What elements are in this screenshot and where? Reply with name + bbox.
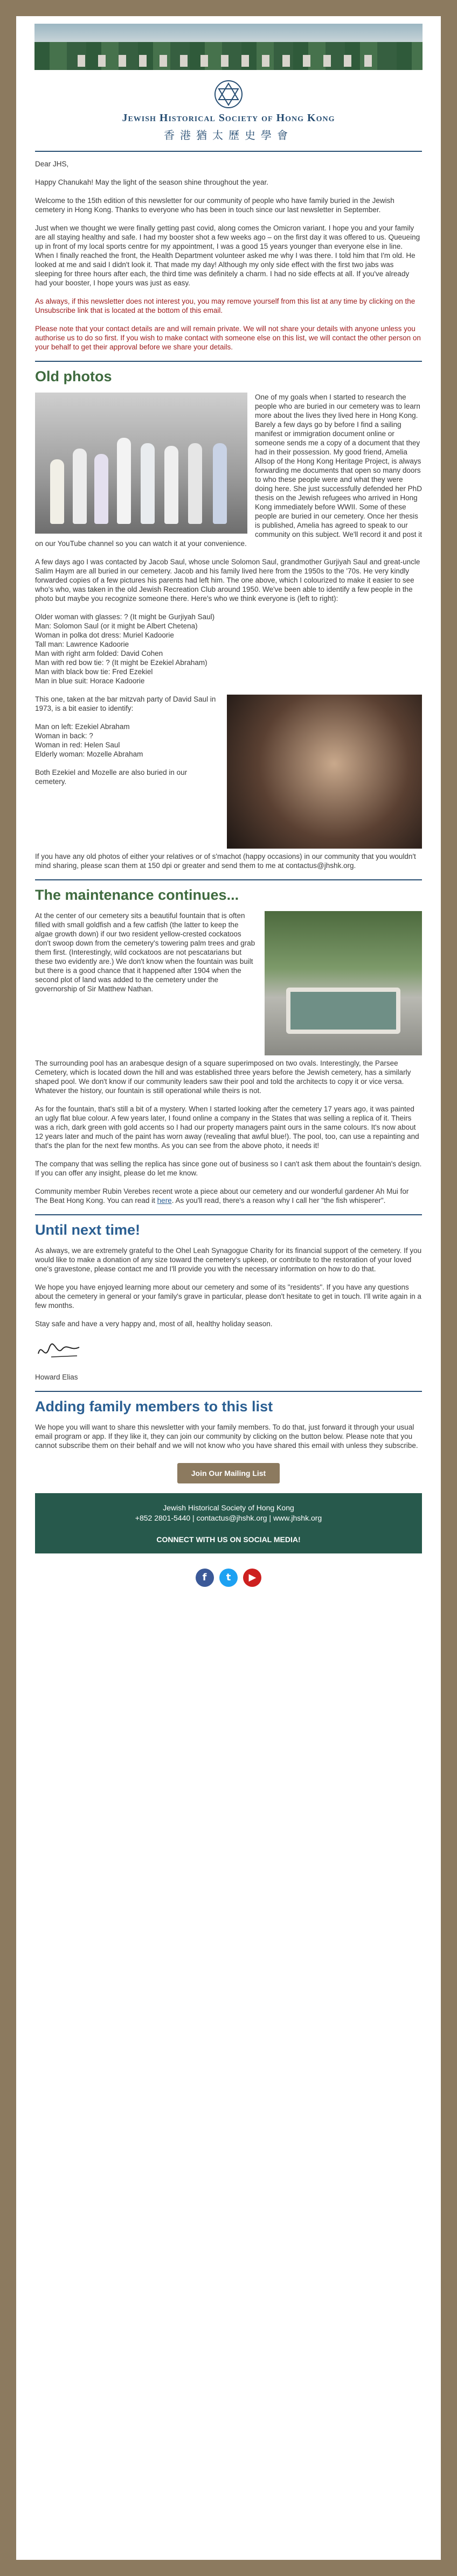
header-banner-photo	[34, 24, 423, 70]
twitter-icon[interactable]: t	[219, 1569, 238, 1587]
list-item: Elderly woman: Mozelle Abraham	[35, 750, 143, 758]
newsletter-card	[16, 16, 441, 2560]
greeting: Dear JHS,	[35, 160, 69, 168]
list-item: Man: Solomon Saul (or it might be Albert Chetena)	[35, 622, 198, 630]
list-item: Woman in back: ?	[35, 732, 93, 740]
social-icons	[16, 1569, 441, 1587]
maintenance-paragraph: The surrounding pool has an arabesque design of a square superimposed on two ovals. Interestingly, the Parsee Cemetery, which is located down the hill and was established three years before the Jewish cemetery, has a similarly shaped pool. We don't know if our community leaders saw their pool and told the architects to copy it or vice versa. Whatever the history, our fountain is still operational while theirs is not.	[35, 1059, 411, 1095]
old-photos-paragraph: This one, taken at the bar mitzvah party of David Saul in 1973, is a bit easier to identify:	[35, 695, 216, 712]
closing-paragraph: As always, we are extremely grateful to the Ohel Leah Synagogue Charity for its financial support of the cemetery. If you would like to make a donation of any size toward the cemetery's upkeep, or contribute to the restoration of your loved one's gravestone, please contact me and I'll provide you with the necessary information on how to do that.	[35, 1247, 422, 1273]
old-photos-paragraph: One of my goals when I started to research the people who are buried in our cemetery was to learn more about the lives they lived here in Hong Kong. Barely a few days go by before I find a sailing manifest or immigration document online or someone sends me a copy of a document that they had in their possession. My good friend, Amelia Allsop of the Hong Kong Heritage Project, is always forwarding me documents that open so many doors to who these people were and what they were doing here. She just successfully defended her PhD thesis on the Jewish refugees who arrived in Hong Kong immediately before WWII. Some of these people are buried in our cemetery. Once her thesis is published, Amelia has agreed to speak to our community on this subject. We'll record it and post it on our YouTube channel so you can watch it at your convenience.	[35, 393, 422, 548]
article-link[interactable]: here	[157, 1196, 172, 1205]
org-name: Jewish Historical Society of Hong Kong	[122, 112, 335, 124]
add-family-paragraph: We hope you will want to share this newsletter with your family members. To do that, just forward it through your usual email program or app. If they like it, they can join our community by clicking on the button below. Please note that you cannot subscribe them on their behalf and we will not know who you have shared this email with unless they subscribe.	[35, 1423, 418, 1450]
maintenance-paragraph: As for the fountain, that's still a bit of a mystery. When I started looking after the cemetery 17 years ago, it was painted an ugly flat blue colour. A few years later, I found online a company in the States that was selling a replica of it. Theirs was a rich, dark green with gold accents so I had our property managers paint ours in the same colours. It's now about 12 years later and much of the paint has worn away (revealing that awful blue!). The pool, too, can use a repainting and that's the plan for the next few months. As you can see from the above photo, it needs it!	[35, 1105, 419, 1150]
intro-paragraph: Welcome to the 15th edition of this newsletter for our community of people who have family buried in the Jewish cemetery in Hong Kong. Thanks to everyone who has been in touch since our last newsletter in September.	[35, 197, 394, 214]
society-logo	[16, 80, 441, 109]
closing-paragraph: Stay safe and have a very happy and, most of all, healthy holiday season.	[35, 1320, 273, 1328]
facebook-icon[interactable]: f	[196, 1569, 214, 1587]
list-item: Older woman with glasses: ? (It might be Gurjiyah Saul)	[35, 613, 215, 621]
join-mailing-list-button[interactable]: Join Our Mailing List	[177, 1463, 280, 1483]
maintenance-paragraph: The company that was selling the replica has since gone out of business so I can't ask them about the fountain's design. If you can offer any insight, please do let me know.	[35, 1160, 422, 1177]
old-photos-paragraph: If you have any old photos of either your relatives or of s'machot (happy occasions) in our community that you wouldn't mind sharing, please scan them at 150 dpi or greater and send them to me at contactus@jhshk.org.	[35, 852, 416, 870]
list-item: Man with right arm folded: David Cohen	[35, 649, 163, 657]
intro-paragraph: Happy Chanukah! May the light of the season shine throughout the year.	[35, 178, 269, 186]
list-item: Woman in polka dot dress: Muriel Kadoorie	[35, 631, 174, 639]
divider	[35, 151, 422, 152]
list-item: Man on left: Ezekiel Abraham	[35, 723, 130, 731]
maintenance-paragraph: Community member Rubin Verebes recent wrote a piece about our cemetery and our wonderful gardener Ah Mui for The Beat Hong Kong. You can read it here. As you'll read, there's a reason why I call her "the fish whisperer".	[35, 1187, 409, 1205]
divider	[35, 1391, 422, 1392]
list-item: Tall man: Lawrence Kadoorie	[35, 640, 129, 648]
list-item: Woman in red: Helen Saul	[35, 741, 120, 749]
section-heading-old-photos: Old photos	[35, 368, 112, 384]
section-heading-until-next-time: Until next time!	[35, 1222, 141, 1238]
divider	[35, 361, 422, 362]
youtube-icon[interactable]: ▶	[243, 1569, 261, 1587]
old-photos-paragraph: Both Ezekiel and Mozelle are also buried in our cemetery.	[35, 768, 188, 786]
org-name-chinese: 香港猶太歷史學會	[164, 130, 293, 142]
maintenance-paragraph: At the center of our cemetery sits a beautiful fountain that is often filled with small goldfish and a few catfish (the latter to keep the algae growth down) if our two resident yellow-crested cockatoos don't swoop down from the cemetery's towering palm trees and grab them first. (Interestingly, wild cockatoos are not pescatarians but these two evidently are.) We don't know when the fountain was built but there is a good chance that it happened after 1904 when the second plot of land was added to the cemetery under the governorship of Sir Matthew Nathan.	[35, 912, 255, 993]
signer-name: Howard Elias	[35, 1373, 78, 1381]
footer	[35, 1493, 422, 1553]
people-list-1	[35, 612, 422, 685]
star-of-david-icon	[214, 80, 243, 109]
intro-paragraph: Just when we thought we were finally getting past covid, along comes the Omicron variant. I hope you and your family are all staying healthy and safe. I had my booster shot a few weeks ago – on the first day it was offered to us. Queueing up in front of my local sports centre for my appointment, I was a good 15 years younger than everyone else in line. When I finally reached the front, the Health Department volunteer asked me why I was there. I told him that I'm old. He looked at me and said I didn't look it. That made my day! Although my only side effect with the first two jabs was sleeping for three hours after each, the third time was definitely a charm. I had no side effects at all. If you've already had your booster, I hope yours was just as easy.	[35, 224, 420, 287]
closing-paragraph: We hope you have enjoyed learning more about our cemetery and some of its "residents". If you have any questions about the cemetery in general or your family's grave in particular, please don't hesitate to get in touch. I'll write again in a few months.	[35, 1283, 421, 1310]
list-item: Man with red bow tie: ? (It might be Ezekiel Abraham)	[35, 659, 207, 667]
social-media-label: CONNECT WITH US ON SOCIAL MEDIA!	[156, 1535, 301, 1544]
signature-image	[35, 1338, 422, 1367]
jewish-recreation-club-photo	[35, 393, 247, 534]
footer-contact: +852 2801-5440 | contactus@jhshk.org | www.jhshk.org	[135, 1514, 322, 1522]
section-heading-add-family: Adding family members to this list	[35, 1398, 273, 1415]
bar-mitzvah-photo	[227, 695, 422, 849]
divider	[35, 1214, 422, 1215]
fountain-photo	[265, 911, 422, 1055]
divider	[35, 879, 422, 880]
unsubscribe-notice: As always, if this newsletter does not interest you, you may remove yourself from this list at any time by clicking on the Unsubscribe link that is located at the bottom of this email.	[35, 297, 416, 314]
footer-org-name: Jewish Historical Society of Hong Kong	[163, 1503, 294, 1512]
list-item: Man in blue suit: Horace Kadoorie	[35, 677, 145, 685]
privacy-notice: Please note that your contact details are and will remain private. We will not share your details with anyone unless you authorise us to do so first. If you wish to make contact with someone else on this list, we will contact the other person on your behalf to get their approval before we share your details.	[35, 325, 421, 351]
old-photos-paragraph: A few days ago I was contacted by Jacob Saul, whose uncle Solomon Saul, grandmother Gurjiyah Saul and great-uncle Salim Haym are all buried in our cemetery. Jacob and his family lived here from the 1950s to the '70s. He very kindly forwarded copies of a few pictures his parents had left him. The one above, which I colourized to make it easier to see who's who, was taken in the old Jewish Recreation Club around 1950. We've been able to identify a few people in the photo but maybe you recognize someone there. Here's who we think everyone is (left to right):	[35, 558, 420, 603]
section-heading-maintenance: The maintenance continues...	[35, 887, 239, 903]
list-item: Man with black bow tie: Fred Ezekiel	[35, 668, 153, 676]
